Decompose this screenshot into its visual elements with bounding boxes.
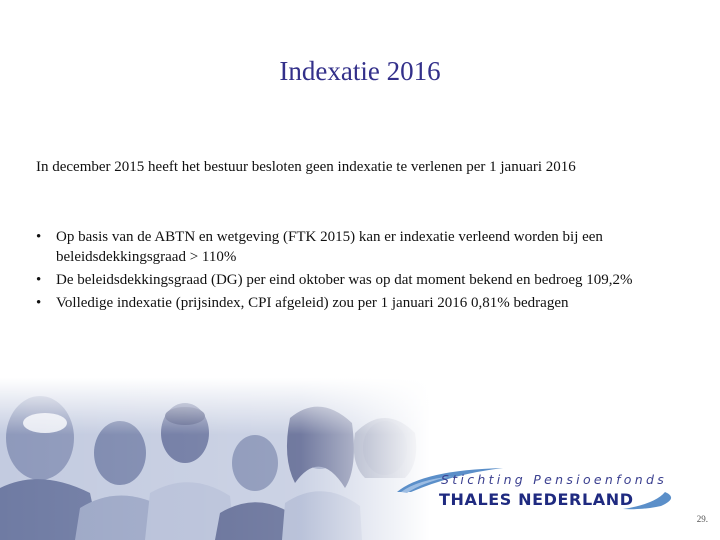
bullet-text: Op basis van de ABTN en wetgeving (FTK 2015) kan er indexatie verleend worden bij een beleidsdekkingsgraad > 110% (56, 229, 603, 265)
bullet-list (36, 227, 696, 316)
slide-title: Indexatie 2016 (279, 56, 441, 86)
bullet-text: De beleidsdekkingsgraad (DG) per eind oktober was op dat moment bekend en bedroeg 109,2% (56, 272, 633, 288)
logo-subtitle: Stichting Pensioenfonds (441, 472, 668, 487)
bullet-marker: • (36, 295, 42, 311)
bullet-marker: • (36, 229, 42, 245)
bullet-marker: • (36, 272, 42, 288)
bullet-item (36, 270, 696, 290)
bullet-text: Volledige indexatie (prijsindex, CPI afgeleid) zou per 1 januari 2016 0,81% bedragen (56, 295, 569, 311)
people-photo (0, 378, 430, 540)
company-logo (393, 462, 693, 524)
logo-name: THALES NEDERLAND (439, 490, 634, 509)
page-number: 29. (696, 514, 708, 524)
intro-text: In december 2015 heeft het bestuur besloten geen indexatie te verlenen per 1 januari 2016 (36, 159, 576, 175)
bullet-item (36, 227, 696, 267)
bullet-item (36, 293, 696, 313)
